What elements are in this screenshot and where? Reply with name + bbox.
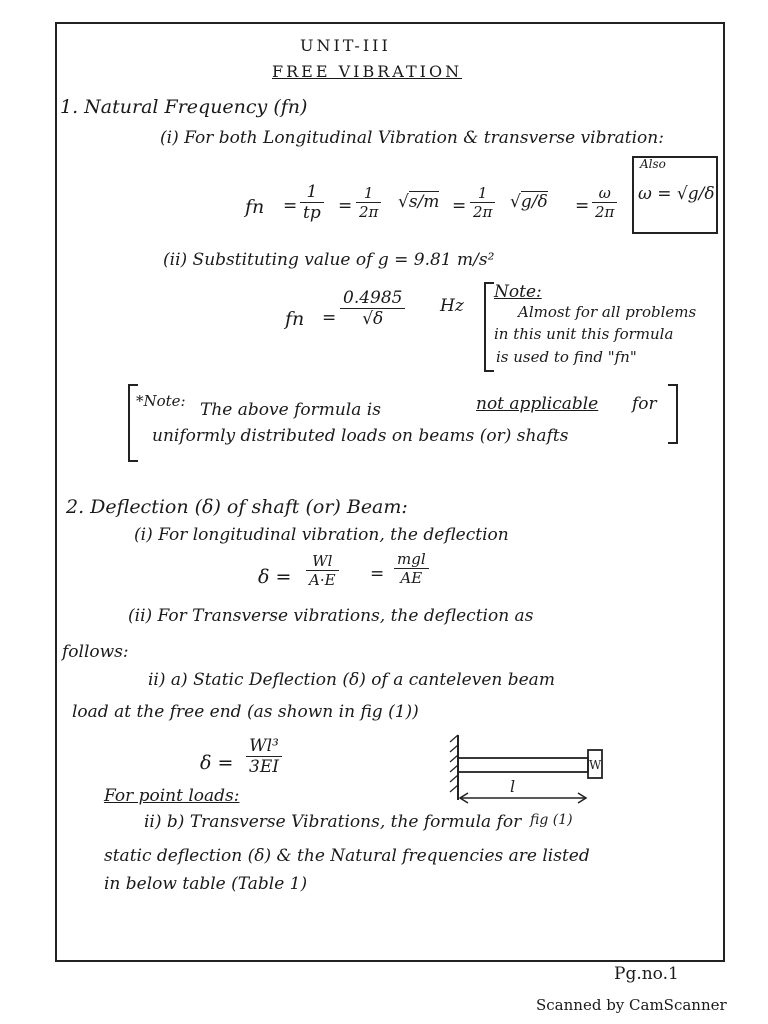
frac-num: mgl — [394, 550, 429, 569]
eq-sign-6: = — [370, 564, 385, 584]
section1-sub-ii: (ii) Substituting value of g = 9.81 m/s² — [163, 250, 495, 270]
frac-num: 1 — [470, 184, 495, 203]
page-number: Pg.no.1 — [614, 964, 679, 984]
iib-line3: in below table (Table 1) — [104, 874, 308, 894]
eq-sign-2: = — [338, 196, 353, 216]
fn2-label: fn — [285, 308, 305, 330]
note2-bracket-right — [668, 384, 678, 444]
root-g-delta: √g/δ — [510, 192, 548, 212]
load-label: W — [589, 758, 602, 772]
section1-heading: 1. Natural Frequency (fn) — [60, 96, 308, 118]
scanner-watermark: Scanned by CamScanner — [536, 996, 727, 1014]
fraction-1-2pi-b — [470, 184, 495, 221]
frac-den: √δ — [362, 309, 384, 330]
frac-den: tp — [303, 203, 321, 224]
note2-line1c: for — [632, 394, 657, 414]
root-s-m: √s/m — [398, 192, 440, 212]
also-label: Also — [640, 157, 666, 171]
note2-line1a: The above formula is — [200, 400, 381, 420]
fraction-1-tp — [300, 182, 324, 224]
delta-label-1: δ = — [258, 566, 292, 588]
note1-title: Note: — [494, 282, 542, 302]
eq-sign-1: = — [283, 196, 298, 216]
fraction-mgl-ae — [394, 550, 429, 587]
iia-line1: ii) a) Static Deflection (δ) of a canteleven beam — [148, 670, 555, 690]
frac-den: A·E — [309, 571, 336, 589]
eq-sign-4: = — [575, 196, 590, 216]
frac-num: Wl³ — [246, 736, 282, 757]
frac-num: 1 — [300, 182, 324, 203]
frac-den: 2π — [473, 203, 493, 221]
section2-sub-i: (i) For longitudinal vibration, the deflection — [134, 525, 509, 545]
frac-den: 3EI — [249, 757, 279, 778]
fraction-wl3-3ei — [246, 736, 282, 778]
frac-num: Wl — [306, 552, 339, 571]
iib-line2: static deflection (δ) & the Natural frequencies are listed — [104, 846, 590, 866]
fraction-omega-2pi — [592, 184, 617, 221]
unit-title: UNIT-III — [300, 36, 391, 55]
section2-follows: follows: — [62, 642, 129, 662]
also-equation: ω = √g/δ — [638, 184, 715, 204]
hz-unit: Hz — [440, 296, 464, 316]
fraction-1-2pi — [356, 184, 381, 221]
note2-line1b: not applicable — [476, 394, 599, 414]
note1-line2: in this unit this formula — [494, 325, 674, 343]
section2-sub-ii: (ii) For Transverse vibrations, the deflection as — [128, 606, 534, 626]
delta-label-2: δ = — [200, 752, 234, 774]
iia-line2: load at the free end (as shown in fig (1)) — [72, 702, 419, 722]
note1-bracket — [484, 282, 494, 372]
frac-den: 2π — [595, 203, 615, 221]
frac-den: AE — [400, 569, 423, 587]
support-hatching — [450, 735, 458, 792]
frac-den: 2π — [359, 203, 379, 221]
fraction-wl-ae — [306, 552, 339, 589]
frac-num: ω — [592, 184, 617, 203]
eq-sign-3: = — [452, 196, 467, 216]
root-content: s/m — [408, 192, 440, 212]
fn-label: fn — [245, 196, 265, 218]
iib-line1: ii) b) Transverse Vibrations, the formula for — [144, 812, 522, 832]
note2-line2: uniformly distributed loads on beams (or) shafts — [152, 426, 569, 446]
point-loads-heading: For point loads: — [104, 786, 240, 806]
section2-heading: 2. Deflection (δ) of shaft (or) Beam: — [66, 496, 408, 518]
length-label: l — [510, 777, 516, 796]
note1-line1: Almost for all problems — [518, 303, 697, 321]
root-content: g/δ — [520, 192, 548, 212]
eq-sign-5: = — [322, 308, 337, 328]
frac-num: 0.4985 — [340, 288, 405, 309]
frac-num: 1 — [356, 184, 381, 203]
note2-title: *Note: — [136, 392, 186, 410]
subject-title: FREE VIBRATION — [272, 62, 463, 81]
figure-caption: fig (1) — [530, 812, 573, 828]
beam — [458, 758, 588, 772]
section1-sub-i: (i) For both Longitudinal Vibration & transverse vibration: — [160, 128, 664, 148]
note1-line3: is used to find "fn" — [496, 348, 637, 366]
fraction-fn-simplified — [340, 288, 405, 330]
